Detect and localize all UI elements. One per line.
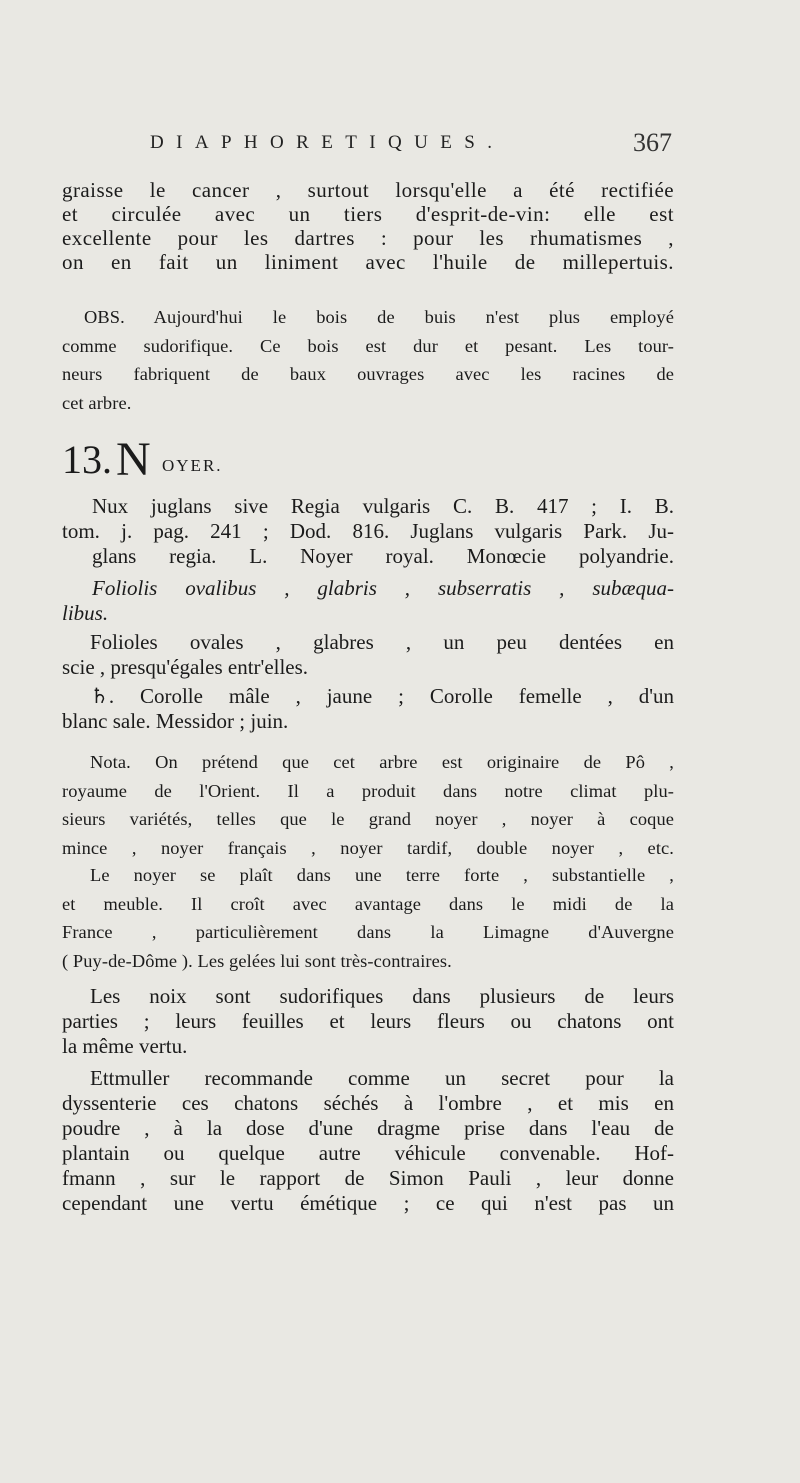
text-line: OBS. Aujourd'hui le bois de buis n'est plus employé [84, 307, 674, 327]
text-line: Nota. On prétend que cet arbre est originaire de Pô , [90, 752, 674, 772]
latin-description [62, 576, 674, 626]
text-line: France , particulièrement dans la Limagne d'Auvergne [62, 922, 674, 942]
text-line: poudre , à la dose d'une dragme prise dans l'eau de [62, 1116, 674, 1140]
text-line: mince , noyer français , noyer tardif, double noyer , etc. [62, 837, 674, 858]
obs-paragraph [62, 303, 674, 417]
heading-rest: OYER. [162, 456, 223, 475]
text-line: blanc sale. Messidor ; juin. [62, 709, 289, 733]
text-line: Les noix sont sudorifiques dans plusieurs de leurs [90, 984, 674, 1008]
soil-paragraph [62, 861, 674, 975]
text-line: et circulée avec un tiers d'esprit-de-vin: elle est [62, 202, 674, 226]
text-line: dyssenterie ces chatons séchés à l'ombre , et mis en [62, 1091, 674, 1115]
text-line: ( Puy-de-Dôme ). Les gelées lui sont très-contraires. [62, 950, 452, 971]
page-header [62, 128, 674, 168]
ettmuller-paragraph [62, 1066, 674, 1216]
text-line: ♄. Corolle mâle , jaune ; Corolle femelle , d'un [90, 684, 674, 708]
text-line: et meuble. Il croît avec avantage dans le midi de la [62, 893, 674, 914]
text-line: libus. [62, 601, 109, 625]
text-line: Le noyer se plaît dans une terre forte , substantielle , [90, 865, 674, 885]
text-line: scie , presqu'égales entr'elles. [62, 655, 309, 679]
running-head: DIAPHORETIQUES. [150, 132, 505, 153]
text-line: Ettmuller recommande comme un secret pour la [90, 1066, 674, 1090]
intro-paragraph [62, 178, 674, 274]
noix-paragraph [62, 984, 674, 1059]
heading-initial: N [116, 433, 151, 486]
text-line: la même vertu. [62, 1034, 188, 1058]
french-description [62, 630, 674, 680]
synonymy-paragraph [62, 494, 674, 569]
text-line: Folioles ovales , glabres , un peu dentées en [90, 630, 674, 654]
text-line: fmann , sur le rapport de Simon Pauli , leur donne [62, 1166, 674, 1190]
text-line: royaume de l'Orient. Il a produit dans notre climat plu- [62, 780, 674, 801]
nota-paragraph [62, 748, 674, 862]
text-line: cependant une vertu émétique ; ce qui n'est pas un [62, 1191, 674, 1215]
flower-description [62, 684, 674, 734]
text-line: on en fait un liniment avec l'huile de millepertuis. [62, 250, 674, 274]
text-line: plantain ou quelque autre véhicule convenable. Hof- [62, 1141, 674, 1165]
text-line: sieurs variétés, telles que le grand noyer , noyer à coque [62, 809, 674, 829]
text-line: excellente pour les dartres : pour les rhumatismes , [62, 226, 674, 250]
page-number: 367 [633, 128, 672, 157]
text-line: glans regia. L. Noyer royal. Monœcie polyandrie. [92, 544, 674, 568]
text-line: cet arbre. [62, 392, 132, 413]
section-number: 13. [62, 437, 112, 482]
text-line: graisse le cancer , surtout lorsqu'elle a été rectifiée [62, 178, 674, 202]
text-line: Nux juglans sive Regia vulgaris C. B. 417 ; I. B. [92, 494, 674, 518]
text-line: parties ; leurs feuilles et leurs fleurs ou chatons ont [62, 1009, 674, 1033]
text-line: Foliolis ovalibus , glabris , subserratis , subæqua- [92, 576, 674, 600]
text-line: tom. j. pag. 241 ; Dod. 816. Juglans vulgaris Park. Ju- [62, 519, 674, 543]
text-line: comme sudorifique. Ce bois est dur et pesant. Les tour- [62, 335, 674, 356]
text-line: neurs fabriquent de baux ouvrages avec les racines de [62, 364, 674, 384]
